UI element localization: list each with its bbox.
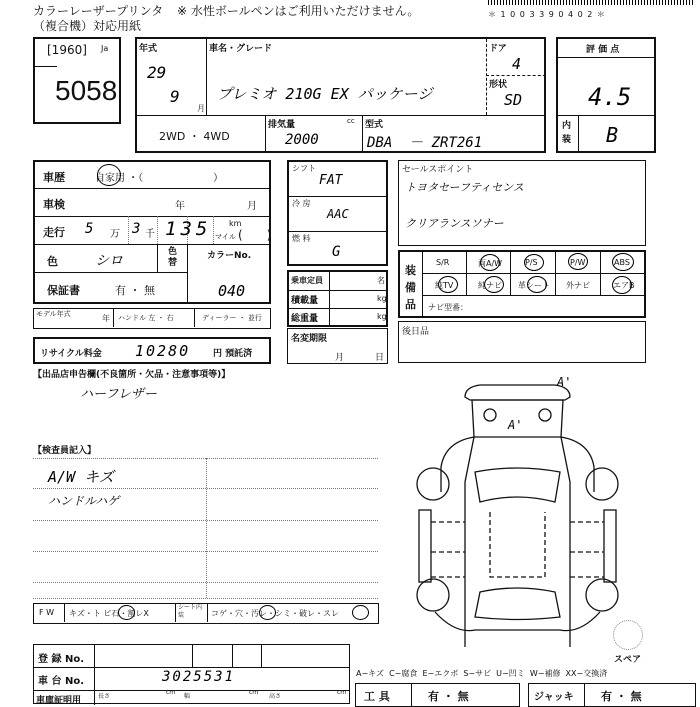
equip-ext-navi: 外ナビ [566, 281, 590, 290]
barcode-number: ＊ 1 0 0 3 3 9 0 4 0 2 ＊ [488, 10, 606, 19]
year-label: 年式 [139, 44, 158, 54]
cm-unit: cm [249, 689, 259, 696]
registration-box [33, 644, 350, 704]
equip-power-windows: P/W [570, 258, 586, 267]
cm-unit: cm [166, 689, 176, 696]
recycle-label: リサイクル料金 [40, 349, 102, 359]
load-unit: kg [377, 294, 387, 303]
lot-code: [1960] [47, 43, 87, 57]
sales-point-2: クリアランスソナー [405, 217, 504, 230]
capacity-box [287, 270, 388, 327]
interior-label: 内装 [562, 121, 572, 145]
capacity-unit: 名 [377, 276, 385, 285]
shift-ac-fuel-box [287, 160, 388, 266]
fw-items: キズ・ト ビ石・割レX [69, 609, 149, 618]
height-label: 高さ [269, 693, 282, 700]
history-value: 自家用 ・（ ） [95, 173, 224, 184]
fuel-label: 燃 料 [292, 234, 311, 243]
dealer-options: ディーラー ・ 並行 [202, 314, 262, 322]
damage-code-legend: A−キズ C−腐食 E−エクボ S−サビ U−凹ミ W−補修 XX−交換済 [356, 669, 608, 678]
chassis-no-value: 3025531 [162, 669, 236, 685]
displacement-label: 排気量 [268, 120, 296, 130]
registration-no-label: 登 録 No. [38, 654, 85, 665]
name-change-box [287, 328, 388, 364]
recycle-unit: 円 預託済 [213, 349, 253, 359]
km-unit: km [229, 219, 242, 228]
model-value: DBA － ZRT261 [367, 135, 483, 151]
recycle-row [33, 337, 271, 364]
lot-mark: Ja [101, 44, 109, 53]
details-box [33, 160, 271, 304]
seller-note: ハーフレザー [80, 387, 157, 402]
equip-alloy-wheels: 両A/W [478, 259, 503, 268]
later-items-label: 後日品 [402, 327, 430, 337]
model-year-unit: 年 [102, 314, 110, 323]
recycle-value: 10280 [135, 342, 191, 360]
inspector-note: A/W キズ [48, 468, 114, 486]
fw-seat-row [33, 603, 379, 624]
chassis-no-label: 車 台 No. [38, 676, 85, 687]
handle-options: ハンドル 左 ・ 右 [118, 314, 174, 322]
shape-value: SD [504, 91, 523, 109]
ac-label: 冷 房 [292, 199, 311, 208]
door-label: ドア [489, 44, 507, 54]
inspection-year-unit: 年 [175, 201, 185, 212]
name-label: 車名・グレード [209, 44, 273, 54]
header-notice: ※ 水性ボールペンはご利用いただけません。 [177, 4, 420, 18]
inspection-month-unit: 月 [247, 201, 257, 212]
man-unit: 万 [110, 229, 120, 240]
shift-label: シフト [292, 164, 316, 173]
month-unit: 月 [197, 104, 205, 113]
private-use-circle [97, 164, 121, 186]
mileage-sen: 3 [132, 221, 141, 237]
mile-unit: マイル [215, 233, 236, 241]
equip-tv: 純TV [435, 281, 454, 290]
sales-point-1: トヨタセーフティセンス [405, 181, 524, 194]
color-no-label: カラーNo. [207, 251, 252, 261]
seat-items: コゲ・穴・汚レ・シミ・破レ・スレ [211, 609, 339, 618]
year-value: 29 [147, 63, 167, 82]
lot-number: 5058 [55, 75, 118, 106]
capacity-label: 乗車定員 [291, 276, 323, 285]
jack-box [528, 683, 696, 707]
cc-unit: cc [347, 117, 355, 125]
jack-label: ジャッキ [534, 692, 574, 703]
equip-abs: ABS [614, 258, 630, 267]
vehicle-box [135, 37, 546, 153]
tools-label: 工 具 [364, 690, 390, 703]
equipment-label: 装備品 [405, 264, 416, 311]
cm-unit: cm [337, 689, 347, 696]
drive-options: 2WD ・ 4WD [159, 130, 230, 143]
header-printer-label: カラーレーザープリンタ [33, 4, 164, 18]
warranty-options: 有 ・ 無 [115, 284, 155, 297]
name-change-day: 日 [375, 353, 385, 363]
name-change-label: 名変期限 [291, 334, 328, 344]
equip-sunroof: S/R [436, 258, 450, 267]
sen-unit: 千 [145, 229, 155, 240]
tools-options: 有 ・ 無 [428, 690, 469, 703]
equip-leather: 革シート [518, 281, 550, 290]
shape-label: 形状 [489, 80, 508, 90]
gross-label: 総重量 [291, 314, 319, 324]
tools-box [355, 683, 520, 707]
model-year-label: モデル年式 [36, 310, 71, 318]
equipment-box [398, 250, 646, 318]
month-value: 9 [170, 87, 180, 106]
barcode [488, 0, 695, 5]
mileage-label: 走行 [43, 226, 65, 239]
warranty-label: 保証書 [47, 284, 80, 297]
inspector-note: ハンドルハゲ [48, 494, 120, 508]
width-label: 幅 [184, 693, 191, 700]
garage-cert-label: 車庫証明用 [36, 696, 82, 706]
repaint-label: 色替 [168, 247, 178, 268]
displacement-value: 2000 [285, 132, 319, 148]
inspection-label: 車検 [43, 198, 65, 211]
shift-value: FAT [319, 173, 343, 188]
fw-label: F W [39, 608, 55, 617]
spare-tire-icon [613, 620, 643, 650]
fuel-value: G [332, 244, 341, 260]
score-box [556, 37, 656, 153]
seat-label: シート内装 [178, 604, 203, 619]
jack-options: 有 ・ 無 [601, 690, 642, 703]
length-label: 長さ [98, 693, 111, 700]
inspector-notes-label: 【検査員記入】 [33, 446, 97, 456]
car-name: プレミオ 210G EX パッケージ [217, 85, 433, 103]
car-damage-diagram [405, 372, 630, 647]
mileage-man: 5 [85, 221, 94, 237]
score-label: 評 価 点 [586, 45, 620, 55]
equip-airbag: エアB [613, 281, 635, 290]
mileage-paren: ( ) [238, 228, 272, 242]
lot-box [33, 37, 121, 124]
interior-value: B [606, 123, 619, 147]
header-line2: （複合機）対応用紙 [33, 19, 142, 33]
seller-notes-label: 【出品店申告欄(不良箇所・欠品・注意事項等)】 [33, 370, 231, 380]
color-value: シロ [95, 253, 123, 269]
sales-point-box [398, 160, 646, 246]
spare-label: スペア [614, 655, 642, 665]
navi-model-label: ナビ型番： [428, 303, 468, 312]
model-label: 型式 [365, 120, 384, 130]
equip-power-steering: P/S [525, 258, 538, 267]
model-year-row [33, 308, 271, 329]
history-label: 車歴 [43, 171, 65, 184]
equip-navi: 純ナビ [478, 281, 502, 290]
color-no-value: 040 [218, 282, 246, 300]
gross-unit: kg [377, 312, 387, 321]
damage-mark-trunk: A' [508, 418, 523, 432]
damage-mark-rear: A' [557, 375, 572, 389]
mileage-rest: 135 [165, 218, 212, 240]
sales-point-label: セールスポイント [402, 165, 474, 175]
door-value: 4 [512, 55, 522, 73]
ac-value: AAC [327, 207, 349, 221]
score-value: 4.5 [588, 83, 632, 111]
name-change-month: 月 [335, 353, 345, 363]
color-label: 色 [47, 255, 58, 268]
later-items-box [398, 321, 646, 363]
load-label: 積載量 [291, 296, 319, 306]
